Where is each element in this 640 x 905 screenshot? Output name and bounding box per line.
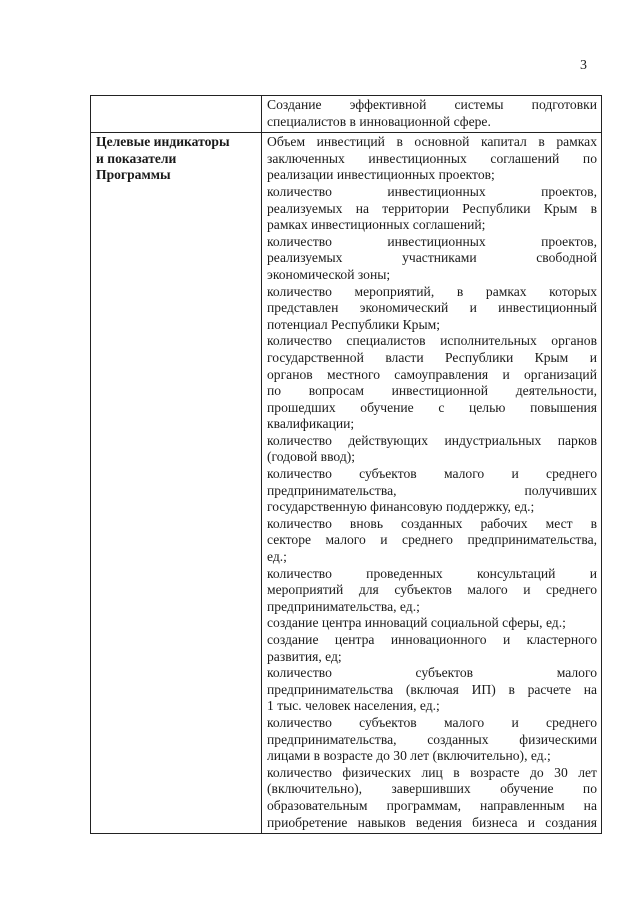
text-line: потенциал Республики Крым; <box>267 316 440 332</box>
text-line: количество специалистов исполнительных органов <box>267 333 597 349</box>
text-line: предпринимательства, ед.; <box>267 598 420 614</box>
text-line: рамках инвестиционных соглашений; <box>267 217 486 233</box>
text-line: прошедших обучение с целью повышения <box>267 399 597 415</box>
table-cell-text <box>262 96 602 133</box>
text-line: образовательным программам, направленным на <box>267 797 597 813</box>
text-line: приобретение навыков ведения бизнеса и создания <box>267 814 597 830</box>
text-line: по вопросам инвестиционной деятельности, <box>267 383 597 399</box>
text-line: количество субъектов малого и среднего <box>267 714 597 730</box>
table-cell-label-empty <box>91 96 262 133</box>
text-line: квалификации; <box>267 416 355 432</box>
text-line: экономической зоны; <box>267 266 391 282</box>
text-line: мероприятий для субъектов малого и среднего <box>267 582 597 598</box>
text-line: развития, ед; <box>267 648 342 664</box>
page-number: 3 <box>580 58 587 73</box>
text-line: количество инвестиционных проектов, <box>267 183 597 199</box>
text-line: количество субъектов малого <box>267 665 597 681</box>
text-line: количество действующих индустриальных парков <box>267 432 597 448</box>
text-line: государственную финансовую поддержку, ед.; <box>267 499 535 515</box>
text-line: количество вновь созданных рабочих мест в <box>267 515 597 531</box>
text-line: количество субъектов малого и среднего <box>267 466 597 482</box>
text-line: Объем инвестиций в основной капитал в рамках <box>267 134 597 150</box>
text-line: создание центра инноваций социальной сферы, ед.; <box>267 615 566 631</box>
text-line: органов местного самоуправления и организаций <box>267 366 597 382</box>
text-line: создание центра инновационного и кластерного <box>267 632 597 647</box>
text-line: ед.; <box>267 549 287 565</box>
text-line: государственной власти Республики Крым и <box>267 349 597 365</box>
text-line: специалистов в инновационной сфере. <box>267 113 491 129</box>
text-line: предпринимательства, получивших <box>267 482 597 498</box>
row-label-line: и показатели <box>96 150 177 166</box>
text-line: Создание эффективной системы подготовки <box>267 97 597 112</box>
row-label-line: Программы <box>96 167 171 183</box>
text-line: предпринимательства, созданных физическими <box>267 731 597 747</box>
text-line: количество мероприятий, в рамках которых <box>267 283 597 299</box>
text-line: реализуемых участниками свободной <box>267 250 597 266</box>
text-line: (годовой ввод); <box>267 449 356 465</box>
text-line: количество проведенных консультаций и <box>267 565 597 581</box>
table-row <box>91 133 602 834</box>
text-line: реализации инвестиционных проектов; <box>267 167 495 183</box>
text-line: представлен экономический и инвестиционный <box>267 300 597 316</box>
table-cell-label <box>91 133 262 834</box>
program-passport-table <box>90 95 602 834</box>
text-line: заключенных инвестиционных соглашений по <box>267 150 597 166</box>
text-line: количество физических лиц в возрасте до 30 лет <box>267 764 597 780</box>
text-line: (включительно), завершивших обучение по <box>267 781 597 797</box>
text-line: 1 тыс. человек населения, ед.; <box>267 698 440 714</box>
row-label-line: Целевые индикаторы <box>96 134 230 150</box>
text-line: реализуемых на территории Республики Крым в <box>267 200 597 216</box>
table-row <box>91 96 602 133</box>
text-line: лицами в возрасте до 30 лет (включительно), ед.; <box>267 748 551 764</box>
text-line: предпринимательства (включая ИП) в расчете на <box>267 681 597 697</box>
table-cell-text <box>262 133 602 834</box>
text-line: секторе малого и среднего предпринимательства, <box>267 532 597 548</box>
text-line: количество инвестиционных проектов, <box>267 233 597 249</box>
